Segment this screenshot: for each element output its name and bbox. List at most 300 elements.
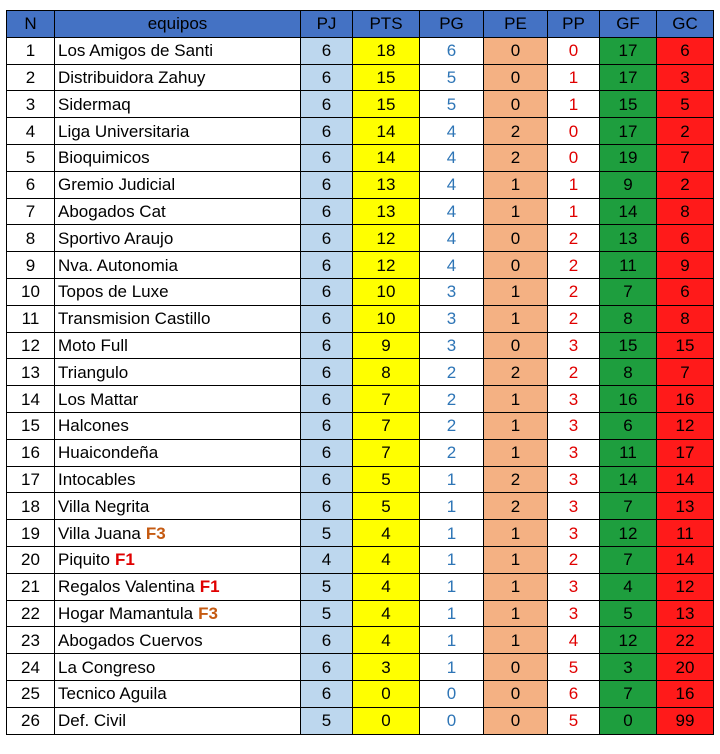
standings-body <box>7 37 714 734</box>
cell-drawn: 2 <box>484 144 548 171</box>
cell-goals-against: 16 <box>657 680 714 707</box>
table-row <box>7 198 714 225</box>
cell-played: 6 <box>301 64 353 91</box>
cell-team <box>55 466 301 493</box>
cell-team <box>55 600 301 627</box>
penalty-flag: F1 <box>114 550 135 570</box>
cell-played: 6 <box>301 278 353 305</box>
table-row <box>7 573 714 600</box>
cell-points: 4 <box>353 520 420 547</box>
cell-team <box>55 118 301 145</box>
cell-played: 6 <box>301 359 353 386</box>
cell-team <box>55 64 301 91</box>
cell-goals-against: 12 <box>657 412 714 439</box>
cell-goals-for: 7 <box>600 493 657 520</box>
table-row <box>7 171 714 198</box>
cell-position: 11 <box>7 305 55 332</box>
team-name: Los Amigos de Santi <box>58 41 213 61</box>
cell-goals-for: 12 <box>600 520 657 547</box>
header-gc: GC <box>657 11 714 38</box>
cell-points: 4 <box>353 627 420 654</box>
cell-drawn: 0 <box>484 91 548 118</box>
cell-drawn: 1 <box>484 198 548 225</box>
cell-goals-against: 5 <box>657 91 714 118</box>
team-name: Bioquimicos <box>58 148 150 168</box>
header-gf: GF <box>600 11 657 38</box>
table-row <box>7 680 714 707</box>
cell-won: 2 <box>420 439 484 466</box>
cell-won: 0 <box>420 707 484 734</box>
cell-position: 2 <box>7 64 55 91</box>
team-name: Regalos Valentina <box>58 577 195 597</box>
cell-goals-for: 6 <box>600 412 657 439</box>
cell-goals-for: 8 <box>600 305 657 332</box>
team-name: Halcones <box>58 416 129 436</box>
cell-goals-for: 15 <box>600 91 657 118</box>
cell-team <box>55 412 301 439</box>
cell-drawn: 0 <box>484 225 548 252</box>
cell-lost: 2 <box>548 225 600 252</box>
cell-points: 14 <box>353 144 420 171</box>
penalty-flag: F1 <box>199 577 220 597</box>
cell-team <box>55 573 301 600</box>
cell-played: 6 <box>301 386 353 413</box>
cell-goals-against: 8 <box>657 305 714 332</box>
cell-team <box>55 37 301 64</box>
cell-team <box>55 171 301 198</box>
cell-goals-against: 7 <box>657 144 714 171</box>
cell-position: 4 <box>7 118 55 145</box>
cell-points: 14 <box>353 118 420 145</box>
cell-goals-against: 17 <box>657 439 714 466</box>
cell-team <box>55 386 301 413</box>
cell-position: 21 <box>7 573 55 600</box>
cell-team <box>55 198 301 225</box>
cell-drawn: 1 <box>484 573 548 600</box>
cell-goals-for: 7 <box>600 680 657 707</box>
cell-won: 5 <box>420 64 484 91</box>
cell-goals-against: 15 <box>657 332 714 359</box>
cell-drawn: 0 <box>484 654 548 681</box>
cell-position: 15 <box>7 412 55 439</box>
cell-lost: 3 <box>548 520 600 547</box>
table-row <box>7 144 714 171</box>
cell-drawn: 2 <box>484 466 548 493</box>
cell-played: 6 <box>301 627 353 654</box>
cell-won: 1 <box>420 600 484 627</box>
header-pts: PTS <box>353 11 420 38</box>
penalty-flag: F3 <box>145 523 166 543</box>
cell-lost: 3 <box>548 386 600 413</box>
header-pp: PP <box>548 11 600 38</box>
cell-drawn: 1 <box>484 386 548 413</box>
cell-lost: 2 <box>548 546 600 573</box>
cell-position: 9 <box>7 252 55 279</box>
cell-drawn: 0 <box>484 64 548 91</box>
cell-position: 3 <box>7 91 55 118</box>
team-name: Villa Juana <box>58 523 141 543</box>
cell-played: 5 <box>301 600 353 627</box>
cell-points: 15 <box>353 91 420 118</box>
cell-position: 7 <box>7 198 55 225</box>
table-row <box>7 225 714 252</box>
table-row <box>7 278 714 305</box>
cell-team <box>55 359 301 386</box>
cell-goals-for: 19 <box>600 144 657 171</box>
table-row <box>7 707 714 734</box>
cell-goals-against: 12 <box>657 573 714 600</box>
cell-won: 6 <box>420 37 484 64</box>
cell-drawn: 0 <box>484 37 548 64</box>
cell-team <box>55 627 301 654</box>
cell-played: 6 <box>301 198 353 225</box>
cell-lost: 6 <box>548 680 600 707</box>
cell-team <box>55 707 301 734</box>
cell-points: 4 <box>353 573 420 600</box>
cell-goals-for: 0 <box>600 707 657 734</box>
cell-team <box>55 680 301 707</box>
cell-played: 6 <box>301 654 353 681</box>
cell-position: 23 <box>7 627 55 654</box>
cell-points: 7 <box>353 412 420 439</box>
table-row <box>7 466 714 493</box>
cell-played: 6 <box>301 252 353 279</box>
header-pe: PE <box>484 11 548 38</box>
cell-team <box>55 332 301 359</box>
cell-team <box>55 654 301 681</box>
cell-goals-for: 17 <box>600 64 657 91</box>
penalty-flag: F3 <box>198 603 218 623</box>
team-name: La Congreso <box>58 657 156 677</box>
cell-lost: 3 <box>548 412 600 439</box>
cell-team <box>55 520 301 547</box>
cell-lost: 2 <box>548 359 600 386</box>
cell-won: 4 <box>420 198 484 225</box>
cell-won: 4 <box>420 252 484 279</box>
cell-goals-for: 4 <box>600 573 657 600</box>
cell-goals-against: 2 <box>657 118 714 145</box>
team-name: Tecnico Aguila <box>58 684 167 704</box>
cell-played: 6 <box>301 91 353 118</box>
cell-goals-against: 14 <box>657 466 714 493</box>
cell-drawn: 1 <box>484 546 548 573</box>
cell-lost: 3 <box>548 600 600 627</box>
cell-won: 5 <box>420 91 484 118</box>
cell-position: 18 <box>7 493 55 520</box>
cell-position: 1 <box>7 37 55 64</box>
cell-won: 2 <box>420 359 484 386</box>
table-row <box>7 627 714 654</box>
team-name: Def. Civil <box>58 711 127 731</box>
cell-played: 6 <box>301 144 353 171</box>
table-row <box>7 412 714 439</box>
team-name: Distribuidora Zahuy <box>58 67 206 87</box>
cell-goals-for: 7 <box>600 546 657 573</box>
cell-played: 6 <box>301 118 353 145</box>
cell-won: 4 <box>420 144 484 171</box>
cell-won: 2 <box>420 386 484 413</box>
team-name: Sidermaq <box>58 94 131 114</box>
cell-team <box>55 144 301 171</box>
cell-won: 3 <box>420 278 484 305</box>
cell-drawn: 2 <box>484 359 548 386</box>
cell-lost: 3 <box>548 466 600 493</box>
table-row <box>7 37 714 64</box>
cell-lost: 0 <box>548 118 600 145</box>
cell-lost: 2 <box>548 252 600 279</box>
cell-lost: 1 <box>548 171 600 198</box>
cell-points: 9 <box>353 332 420 359</box>
team-name: Huaicondeña <box>58 443 159 463</box>
cell-won: 2 <box>420 412 484 439</box>
cell-points: 5 <box>353 466 420 493</box>
cell-goals-against: 99 <box>657 707 714 734</box>
cell-drawn: 0 <box>484 707 548 734</box>
cell-goals-for: 8 <box>600 359 657 386</box>
cell-played: 6 <box>301 171 353 198</box>
cell-position: 19 <box>7 520 55 547</box>
table-row <box>7 520 714 547</box>
team-name: Abogados Cuervos <box>58 630 203 650</box>
cell-goals-for: 11 <box>600 439 657 466</box>
cell-played: 6 <box>301 412 353 439</box>
cell-goals-against: 9 <box>657 252 714 279</box>
cell-goals-against: 3 <box>657 64 714 91</box>
cell-won: 4 <box>420 171 484 198</box>
cell-goals-for: 3 <box>600 654 657 681</box>
cell-goals-against: 6 <box>657 225 714 252</box>
cell-won: 1 <box>420 546 484 573</box>
table-row <box>7 439 714 466</box>
cell-goals-for: 5 <box>600 600 657 627</box>
cell-points: 10 <box>353 305 420 332</box>
team-name: Liga Universitaria <box>58 121 190 141</box>
cell-won: 4 <box>420 225 484 252</box>
cell-goals-for: 16 <box>600 386 657 413</box>
cell-team <box>55 305 301 332</box>
cell-played: 5 <box>301 573 353 600</box>
cell-played: 5 <box>301 520 353 547</box>
cell-position: 24 <box>7 654 55 681</box>
cell-team <box>55 493 301 520</box>
table-row <box>7 359 714 386</box>
team-name: Moto Full <box>58 335 128 355</box>
team-name: Abogados Cat <box>58 201 166 221</box>
team-name: Triangulo <box>58 362 129 382</box>
cell-won: 3 <box>420 332 484 359</box>
cell-points: 7 <box>353 439 420 466</box>
cell-goals-against: 13 <box>657 600 714 627</box>
cell-drawn: 0 <box>484 332 548 359</box>
cell-played: 6 <box>301 37 353 64</box>
cell-team <box>55 278 301 305</box>
team-name: Nva. Autonomia <box>58 255 179 275</box>
cell-goals-for: 7 <box>600 278 657 305</box>
cell-drawn: 1 <box>484 600 548 627</box>
cell-won: 1 <box>420 520 484 547</box>
cell-position: 14 <box>7 386 55 413</box>
cell-goals-against: 2 <box>657 171 714 198</box>
cell-points: 4 <box>353 546 420 573</box>
cell-played: 6 <box>301 439 353 466</box>
team-name: Transmision Castillo <box>58 309 211 329</box>
cell-played: 4 <box>301 546 353 573</box>
cell-won: 4 <box>420 118 484 145</box>
cell-goals-for: 11 <box>600 252 657 279</box>
cell-lost: 3 <box>548 493 600 520</box>
cell-points: 5 <box>353 493 420 520</box>
team-name: Hogar Mamantula <box>58 603 194 623</box>
cell-goals-for: 17 <box>600 118 657 145</box>
cell-points: 4 <box>353 600 420 627</box>
cell-lost: 1 <box>548 64 600 91</box>
header-pj: PJ <box>301 11 353 38</box>
cell-goals-for: 14 <box>600 198 657 225</box>
team-name: Sportivo Araujo <box>58 228 174 248</box>
cell-lost: 2 <box>548 278 600 305</box>
cell-goals-for: 15 <box>600 332 657 359</box>
table-row <box>7 91 714 118</box>
cell-position: 12 <box>7 332 55 359</box>
cell-position: 26 <box>7 707 55 734</box>
cell-played: 6 <box>301 305 353 332</box>
cell-goals-against: 8 <box>657 198 714 225</box>
cell-goals-against: 6 <box>657 278 714 305</box>
cell-played: 6 <box>301 332 353 359</box>
cell-goals-against: 7 <box>657 359 714 386</box>
cell-lost: 1 <box>548 198 600 225</box>
cell-played: 6 <box>301 680 353 707</box>
table-row <box>7 305 714 332</box>
cell-position: 6 <box>7 171 55 198</box>
cell-won: 1 <box>420 654 484 681</box>
table-row <box>7 546 714 573</box>
cell-drawn: 1 <box>484 171 548 198</box>
cell-position: 8 <box>7 225 55 252</box>
cell-played: 6 <box>301 493 353 520</box>
cell-goals-against: 20 <box>657 654 714 681</box>
cell-position: 5 <box>7 144 55 171</box>
cell-points: 10 <box>353 278 420 305</box>
cell-points: 12 <box>353 225 420 252</box>
cell-drawn: 1 <box>484 305 548 332</box>
standings-table <box>6 10 714 735</box>
cell-drawn: 0 <box>484 680 548 707</box>
cell-drawn: 2 <box>484 118 548 145</box>
cell-points: 7 <box>353 386 420 413</box>
cell-drawn: 1 <box>484 278 548 305</box>
cell-goals-against: 22 <box>657 627 714 654</box>
cell-won: 1 <box>420 466 484 493</box>
cell-position: 22 <box>7 600 55 627</box>
team-name: Los Mattar <box>58 389 139 409</box>
table-row <box>7 600 714 627</box>
header-pg: PG <box>420 11 484 38</box>
table-row <box>7 493 714 520</box>
cell-lost: 2 <box>548 305 600 332</box>
cell-goals-for: 13 <box>600 225 657 252</box>
cell-team <box>55 439 301 466</box>
cell-drawn: 1 <box>484 439 548 466</box>
cell-points: 12 <box>353 252 420 279</box>
cell-drawn: 1 <box>484 627 548 654</box>
cell-position: 10 <box>7 278 55 305</box>
cell-points: 0 <box>353 680 420 707</box>
cell-position: 25 <box>7 680 55 707</box>
cell-played: 6 <box>301 225 353 252</box>
team-name: Gremio Judicial <box>58 175 176 195</box>
team-name: Intocables <box>58 469 136 489</box>
cell-won: 1 <box>420 493 484 520</box>
cell-team <box>55 252 301 279</box>
cell-won: 3 <box>420 305 484 332</box>
cell-position: 20 <box>7 546 55 573</box>
header-row <box>7 11 714 38</box>
cell-points: 8 <box>353 359 420 386</box>
cell-goals-against: 13 <box>657 493 714 520</box>
table-row <box>7 386 714 413</box>
cell-points: 3 <box>353 654 420 681</box>
cell-points: 13 <box>353 171 420 198</box>
cell-drawn: 1 <box>484 412 548 439</box>
cell-lost: 5 <box>548 654 600 681</box>
cell-drawn: 0 <box>484 252 548 279</box>
cell-goals-against: 14 <box>657 546 714 573</box>
cell-lost: 0 <box>548 37 600 64</box>
cell-points: 0 <box>353 707 420 734</box>
cell-position: 17 <box>7 466 55 493</box>
cell-lost: 3 <box>548 332 600 359</box>
cell-lost: 3 <box>548 439 600 466</box>
cell-points: 13 <box>353 198 420 225</box>
cell-team <box>55 91 301 118</box>
cell-won: 0 <box>420 680 484 707</box>
cell-lost: 3 <box>548 573 600 600</box>
team-name: Piquito <box>58 550 110 570</box>
cell-lost: 4 <box>548 627 600 654</box>
table-row <box>7 118 714 145</box>
table-row <box>7 654 714 681</box>
cell-played: 5 <box>301 707 353 734</box>
cell-lost: 0 <box>548 144 600 171</box>
table-row <box>7 332 714 359</box>
team-name: Topos de Luxe <box>58 282 169 302</box>
cell-position: 16 <box>7 439 55 466</box>
cell-points: 15 <box>353 64 420 91</box>
cell-goals-for: 12 <box>600 627 657 654</box>
cell-goals-against: 11 <box>657 520 714 547</box>
cell-team <box>55 546 301 573</box>
cell-lost: 1 <box>548 91 600 118</box>
cell-won: 1 <box>420 627 484 654</box>
cell-goals-against: 16 <box>657 386 714 413</box>
cell-goals-for: 17 <box>600 37 657 64</box>
header-team: equipos <box>55 11 301 38</box>
cell-lost: 5 <box>548 707 600 734</box>
cell-goals-for: 9 <box>600 171 657 198</box>
cell-drawn: 2 <box>484 493 548 520</box>
cell-team <box>55 225 301 252</box>
team-name: Villa Negrita <box>58 496 150 516</box>
cell-won: 1 <box>420 573 484 600</box>
table-row <box>7 252 714 279</box>
cell-goals-for: 14 <box>600 466 657 493</box>
cell-goals-against: 6 <box>657 37 714 64</box>
cell-played: 6 <box>301 466 353 493</box>
cell-position: 13 <box>7 359 55 386</box>
header-n: N <box>7 11 55 38</box>
table-row <box>7 64 714 91</box>
